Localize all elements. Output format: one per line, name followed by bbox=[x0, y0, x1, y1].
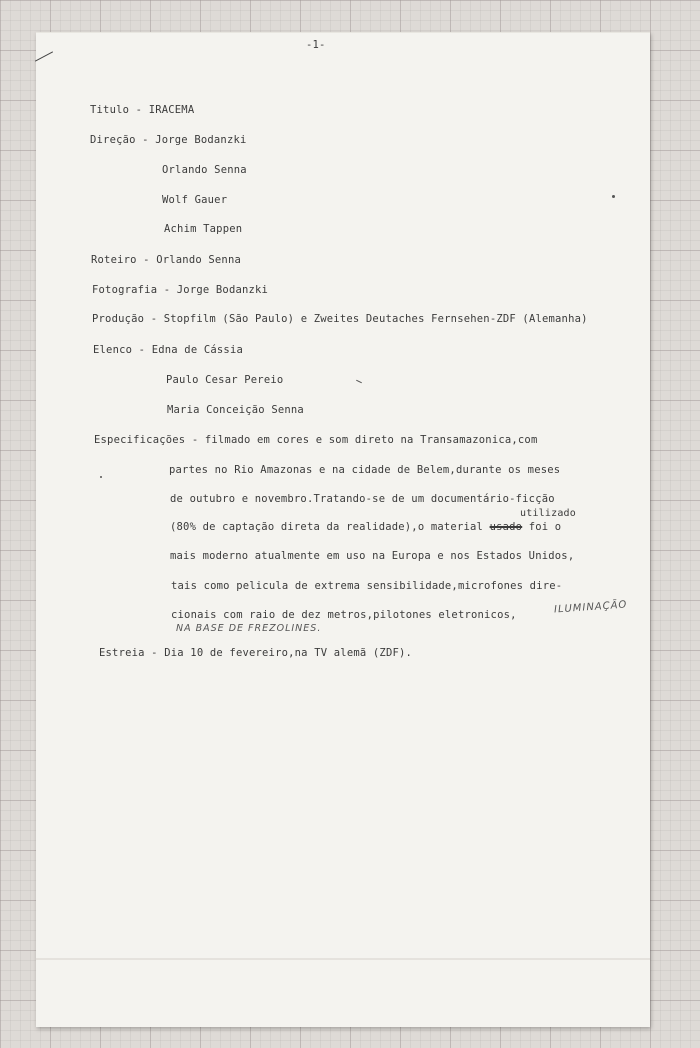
fotografia-line: Fotografia - Jorge Bodanzki bbox=[92, 284, 269, 296]
stray-mark bbox=[100, 476, 102, 478]
especificacoes-line-3: de outubro e novembro.Tratando-se de um documentário-ficção bbox=[170, 493, 555, 505]
insertion-utilizado: utilizado bbox=[520, 508, 576, 519]
stray-mark bbox=[356, 380, 362, 383]
especificacoes-line-4-end: foi o bbox=[528, 521, 562, 533]
elenco-line: Elenco - Edna de Cássia bbox=[93, 344, 243, 356]
elenco-name-3: Maria Conceição Senna bbox=[167, 404, 304, 416]
direcao-name-4: Achim Tappen bbox=[164, 223, 243, 235]
direcao-name-2: Orlando Senna bbox=[162, 164, 247, 176]
especificacoes-line-6: tais como pelicula de extrema sensibilidade,microfones dire- bbox=[171, 580, 563, 592]
especificacoes-line-2: partes no Rio Amazonas e na cidade de Belem,durante os meses bbox=[169, 464, 561, 476]
direcao-line: Direção - Jorge Bodanzki bbox=[90, 134, 247, 146]
stray-mark bbox=[612, 195, 615, 198]
handwritten-note-2: NA BASE DE FREZOLINES. bbox=[176, 623, 322, 634]
especificacoes-line-7: cionais com raio de dez metros,pilotones eletronicos, bbox=[171, 609, 517, 621]
estreia-line: Estreia - Dia 10 de fevereiro,na TV alemã (ZDF). bbox=[99, 647, 413, 659]
especificacoes-line-4 bbox=[170, 520, 561, 534]
document-page bbox=[36, 32, 650, 1027]
direcao-name-3: Wolf Gauer bbox=[162, 194, 228, 206]
especificacoes-line-1: Especificações - filmado em cores e som direto na Transamazonica,com bbox=[94, 434, 538, 446]
especificacoes-line-4-text: (80% de captação direta da realidade),o material bbox=[170, 521, 484, 533]
page-number: -1- bbox=[306, 39, 326, 51]
especificacoes-line-5: mais moderno atualmente em uso na Europa e nos Estados Unidos, bbox=[170, 550, 575, 562]
handwritten-note-1: ILUMINAÇÃO bbox=[553, 599, 628, 616]
titulo-line: Titulo - IRACEMA bbox=[90, 104, 195, 116]
roteiro-line: Roteiro - Orlando Senna bbox=[91, 254, 241, 266]
elenco-name-2: Paulo Cesar Pereio bbox=[166, 374, 284, 386]
struck-word: usado bbox=[489, 521, 523, 533]
producao-line: Produção - Stopfilm (São Paulo) e Zweites Deutaches Fernsehen-ZDF (Alemanha) bbox=[92, 313, 588, 325]
